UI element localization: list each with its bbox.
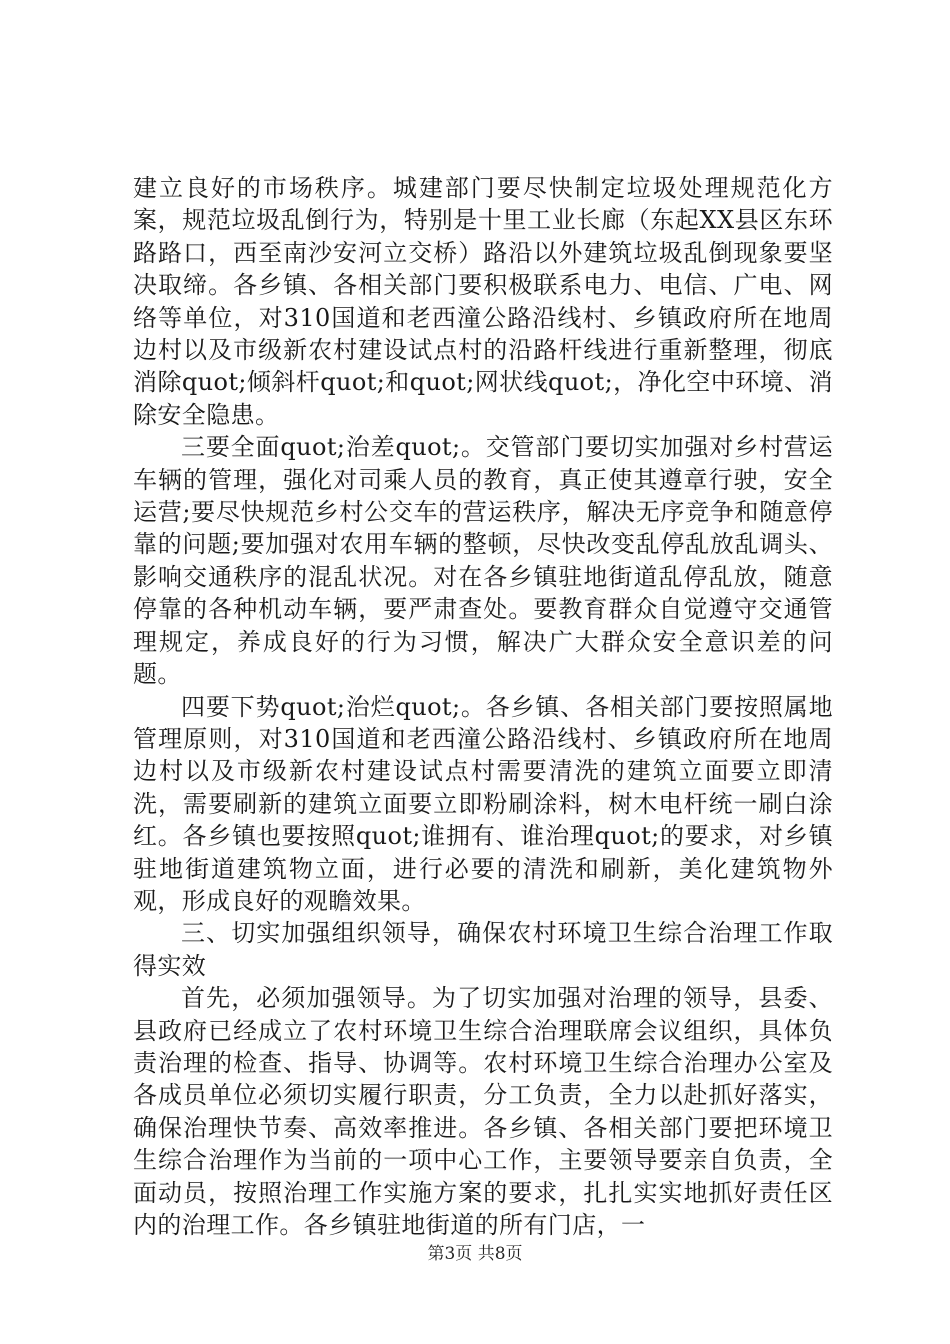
section-heading: 三、切实加强组织领导，确保农村环境卫生综合治理工作取得实效 — [133, 919, 833, 980]
page-footer: 第3页 共8页 — [427, 1244, 523, 1264]
paragraph-zhilan: 四要下势quot;治烂quot;。各乡镇、各相关部门要按照属地管理原则，对310国道和老西潼公路沿线村、乡镇政府所在地周边村以及市级新农村建设试点村需要清洗的建筑立面要立即清洗，需要刷新的建筑立面要立即粉刷涂料，树木电杆统一刷白涂红。各乡镇也要按照quot;谁拥有、谁治理quot;的要求，对乡镇驻地街道建筑物立面，进行必要的清洗和刷新，美化建筑物外观，形成良好的观瞻效果。 — [133, 692, 833, 915]
paragraph-zhicha: 三要全面quot;治差quot;。交管部门要切实加强对乡村营运车辆的管理，强化对司乘人员的教育，真正使其遵章行驶，安全运营;要尽快规范乡村公交车的营运秩序，解决无序竞争和随意停靠的问题;要加强对农用车辆的整顿，尽快改变乱停乱放乱调头、影响交通秩序的混乱状况。对在各乡镇驻地街道乱停乱放，随意停靠的各种机动车辆，要严肃查处。要教育群众自觉遵守交通管理规定，养成良好的行为习惯，解决广大群众安全意识差的问题。 — [133, 433, 833, 689]
paragraph-leadership: 首先，必须加强领导。为了切实加强对治理的领导，县委、县政府已经成立了农村环境卫生综合治理联席会议组织，具体负责治理的检查、指导、协调等。农村环境卫生综合治理办公室及各成员单位必须切实履行职责，分工负责，全力以赴抓好落实，确保治理快节奏、高效率推进。各乡镇、各相关部门要把环境卫生综合治理作为当前的一项中心工作，主要领导要亲自负责，全面动员，按照治理工作实施方案的要求，扎扎实实地抓好责任区内的治理工作。各乡镇驻地街道的所有门店，一 — [133, 984, 833, 1239]
paragraph-continuation: 建立良好的市场秩序。城建部门要尽快制定垃圾处理规范化方案，规范垃圾乱倒行为，特别是十里工业长廊（东起XX县区东环路路口，西至南沙安河立交桥）路沿以外建筑垃圾乱倒现象要坚决取缔。各乡镇、各相关部门要积极联系电力、电信、广电、网络等单位，对310国道和老西潼公路沿线村、乡镇政府所在地周边村以及市级新农村建设试点村的沿路杆线进行重新整理，彻底消除quot;倾斜杆quot;和quot;网状线quot;，净化空中环境、消除安全隐患。 — [133, 174, 833, 429]
document-body — [133, 172, 833, 1241]
